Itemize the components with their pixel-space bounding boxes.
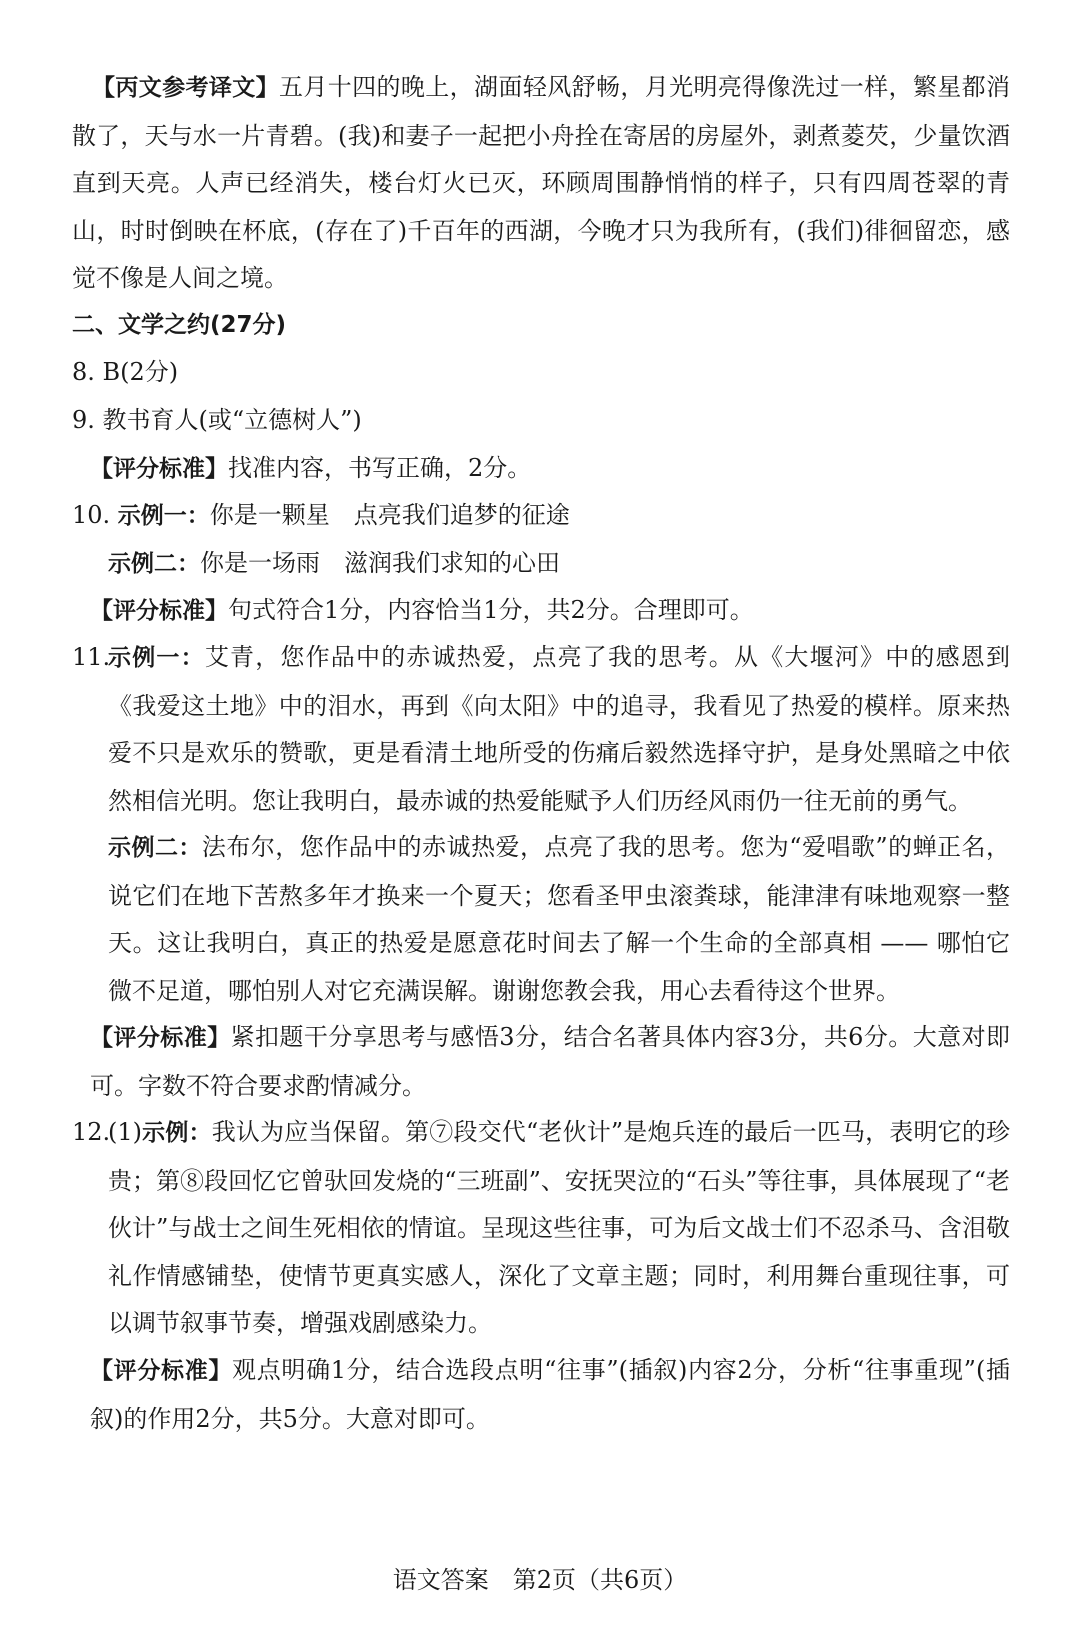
q10-standard (90, 587, 992, 636)
page-footer: 语文答案 第2页（共6页） (392, 1566, 688, 1594)
q9-standard-text: 找准内容，书写正确，2分。 (228, 454, 532, 482)
q12-standard-label: 【评分标准】 (90, 1358, 233, 1384)
q12-ex-text: 我认为应当保留。第⑦段交代“老伙计”是炮兵连的最后一匹马，表明它的珍贵；第⑧段回忆它曾驮回发烧的“三班副”、安抚哭泣的“石头”等往事，具体展现了“老伙计”与战士之间生死相依的情谊。呈现这些往事，可为后文战士们不忍杀马、含泪敬礼作情感铺垫，使情节更真实感人，深化了文章主题；同时，利用舞台重现往事，可以调节叙事节奏，增强戏剧感染力。 (108, 1118, 1010, 1337)
q10-ex2-label: 示例二： (108, 551, 200, 577)
translation-paragraph (72, 64, 1010, 303)
q9-standard-label: 【评分标准】 (90, 456, 228, 482)
q10-ex1-text: 你是一颗星 点亮我们追梦的征途 (209, 501, 570, 529)
q11-number: 11. (72, 643, 111, 671)
q10-number: 10. (72, 501, 118, 529)
section-title (72, 301, 1010, 350)
q9-standard (90, 445, 992, 494)
q11-standard-label: 【评分标准】 (90, 1025, 231, 1051)
q12-example (108, 1109, 1010, 1348)
q12-standard (90, 1347, 1010, 1443)
q11-example1 (108, 634, 1010, 825)
section-title-text: 二、文学之约(27分) (72, 312, 287, 338)
q10-standard-text: 句式符合1分，内容恰当1分，共2分。合理即可。 (228, 596, 754, 624)
q10-example1 (72, 492, 1010, 541)
q12-standard-text: 观点明确1分，结合选段点明“往事”(插叙)内容2分，分析“往事重现”(插叙)的作用2分，共5分。大意对即可。 (90, 1356, 1010, 1433)
q10-ex2-text: 你是一场雨 滋润我们求知的心田 (200, 549, 560, 577)
q11-ex2-label: 示例二： (108, 835, 202, 861)
q10-ex1-label: 示例一： (117, 503, 210, 529)
q11-ex1-text: 艾青，您作品中的赤诚热爱，点亮了我的思考。从《大堰河》中的感恩到《我爱这土地》中的泪水，再到《向太阳》中的追寻，我看见了热爱的模样。原来热爱不只是欢乐的赞歌，更是看清土地所受的伤痛后毅然选择守护，是身处黑暗之中依然相信光明。您让我明白，最赤诚的热爱能赋予人们历经风雨仍一往无前的勇气。 (108, 643, 1011, 815)
q8-answer: 8. B(2分) (72, 358, 179, 386)
q11-example2 (108, 824, 1010, 1015)
q12-ex-label: 示例： (142, 1120, 212, 1146)
q12-part: (1) (108, 1118, 142, 1146)
q9-answer: 9. 教书育人(或“立德树人”) (72, 406, 362, 434)
q11-standard-text: 紧扣题干分享思考与感悟3分，结合名著具体内容3分，共6分。大意对即可。字数不符合要求酌情减分。 (90, 1023, 1011, 1100)
q11-ex2-text: 法布尔，您作品中的赤诚热爱，点亮了我的思考。您为“爱唱歌”的蝉正名，说它们在地下苦熬多年才换来一个夏天；您看圣甲虫滚粪球，能津津有味地观察一整天。这让我明白，真正的热爱是愿意花时间去了解一个生命的全部真相 —— 哪怕它微不足道，哪怕别人对它充满误解。谢谢您教会我，用心去看待这个世界。 (108, 833, 1010, 1005)
q10-standard-label: 【评分标准】 (90, 598, 228, 624)
translation-text: 五月十四的晚上，湖面轻风舒畅，月光明亮得像洗过一样，繁星都消散了，天与水一片青碧。(我)和妻子一起把小舟拴在寄居的房屋外，剥煮菱芡，少量饮酒直到天亮。人声已经消失，楼台灯火已灭，环顾周围静悄悄的样子，只有四周苍翠的青山，时时倒映在杯底，(存在了)千百年的西湖，今晚才只为我所有，(我们)徘徊留恋，感觉不像是人间之境。 (72, 73, 1011, 292)
translation-label: 【丙文参考译文】 (92, 75, 280, 101)
q11-ex1-label: 示例一： (108, 645, 205, 671)
q12-number: 12. (72, 1118, 111, 1146)
q11-standard (90, 1014, 1010, 1110)
q10-example2 (108, 540, 1010, 589)
